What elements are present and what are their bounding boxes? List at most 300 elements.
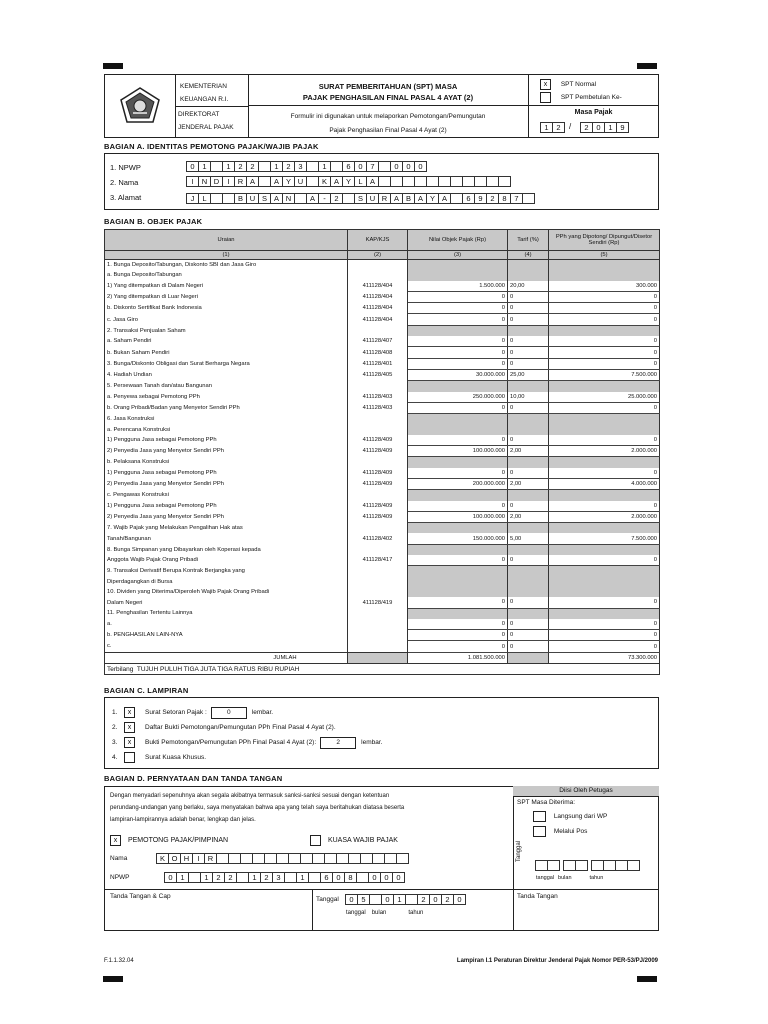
char-cell[interactable]: 1 <box>200 872 213 883</box>
cell-pph <box>549 325 660 336</box>
cell-pph[interactable]: 7.500.000 <box>549 369 660 380</box>
cell-pph[interactable]: 4.000.000 <box>549 478 660 489</box>
cell-nilai[interactable]: 150.000.000 <box>408 533 508 544</box>
char-cell[interactable]: N <box>198 176 211 187</box>
char-cell[interactable]: 0 <box>164 872 177 883</box>
spt-pembetulan-checkbox[interactable] <box>540 92 551 103</box>
cell-tarif[interactable]: 2,00 <box>508 511 549 522</box>
char-cell[interactable]: O <box>168 853 181 864</box>
table-row <box>105 414 660 425</box>
cell-pph[interactable]: 0 <box>549 291 660 302</box>
alamat-label: 3. Alamat <box>110 193 142 202</box>
cell-tarif[interactable]: 0 <box>508 291 549 302</box>
cell-nilai[interactable]: 0 <box>408 641 508 652</box>
char-cell[interactable]: 5 <box>357 894 370 905</box>
cell-nilai[interactable]: 0 <box>408 619 508 630</box>
registration-mark-top-right <box>637 63 657 69</box>
char-cell[interactable]: 2 <box>330 193 343 204</box>
cell-pph[interactable]: 25.000.000 <box>549 392 660 403</box>
char-cell[interactable]: 1 <box>176 872 189 883</box>
char-cell[interactable]: S <box>354 193 367 204</box>
cell-pph[interactable]: 0 <box>549 630 660 641</box>
form-code: F.1.1.32.04 <box>104 958 134 964</box>
char-cell[interactable]: A <box>306 193 319 204</box>
char-cell[interactable]: 1 <box>296 872 309 883</box>
cell-kap: 411128/409 <box>348 501 408 512</box>
statement-text: Dengan menyadari sepenuhnya akan segala akibatnya termasuk sanksi-sanksi sesuai dengan ketentuan perundang-undangan yang berlaku, saya menyatakan bahwa apa yang telah saya beritahukan diatasa beserta lampiran-lampirannya adalah benar, lengkap dan jelas. <box>110 793 405 823</box>
lampiran-checkbox[interactable]: x <box>124 707 135 718</box>
cell-nilai <box>408 424 508 434</box>
cell-kap: 411128/408 <box>348 347 408 358</box>
masa-pajak-year[interactable]: 2 0 1 9 <box>580 122 628 133</box>
cell-tarif[interactable]: 20,00 <box>508 281 549 292</box>
cell-pph[interactable]: 0 <box>549 501 660 512</box>
header-tarif: Tarif (%) <box>508 230 549 251</box>
table-row <box>105 587 660 597</box>
char-cell[interactable]: U <box>366 193 379 204</box>
cell-tarif[interactable]: 0 <box>508 303 549 314</box>
char-cell[interactable]: U <box>246 193 259 204</box>
cell-kap: 411128/419 <box>348 597 408 608</box>
char-cell[interactable]: 7 <box>366 161 379 172</box>
cell-uraian: c. <box>105 641 348 652</box>
ministry-name: KEMENTERIAN KEUANGAN R.I. <box>180 83 229 103</box>
char-cell[interactable]: 2 <box>260 872 273 883</box>
cell-nilai <box>408 260 508 271</box>
char-cell[interactable]: Y <box>282 176 295 187</box>
cell-tarif[interactable] <box>508 523 549 534</box>
char-cell[interactable]: 0 <box>380 872 393 883</box>
char-cell[interactable]: R <box>234 176 247 187</box>
cell-tarif[interactable]: 0 <box>508 630 549 641</box>
table-row <box>105 457 660 468</box>
cell-uraian: 8. Bunga Simpanan yang Dibayarkan oleh Koperasi kepada <box>105 544 348 555</box>
cell-kap <box>348 587 408 597</box>
lampiran-no: 4. <box>112 754 118 761</box>
char-cell[interactable]: K <box>156 853 169 864</box>
char-cell[interactable]: 0 <box>186 161 199 172</box>
cell-nilai[interactable]: 0 <box>408 630 508 641</box>
cell-uraian: 1) Pengguna Jasa sebagai Pemotong PPh <box>105 435 348 446</box>
cell-pph[interactable]: 0 <box>549 303 660 314</box>
cell-pph <box>549 566 660 577</box>
char-cell[interactable]: A <box>390 193 403 204</box>
char-cell[interactable]: Y <box>342 176 355 187</box>
jumlah-nilai: 1.081.500.000 <box>408 652 508 663</box>
col-num: (4) <box>508 251 549 260</box>
table-row <box>105 347 660 358</box>
header-pph: PPh yang Dipotong/ Dipungut/Disetor Sendiri (Rp) <box>549 230 660 251</box>
cell-tarif[interactable]: 0 <box>508 501 549 512</box>
char-cell[interactable]: 0 <box>381 894 394 905</box>
table-row <box>105 468 660 479</box>
char-cell[interactable] <box>498 176 511 187</box>
lampiran-count[interactable]: 0 <box>211 707 247 719</box>
cell-nilai[interactable] <box>408 587 508 597</box>
cell-nilai <box>408 566 508 577</box>
cell-kap: 411128/404 <box>348 291 408 302</box>
cell-tarif[interactable]: 0 <box>508 358 549 369</box>
d-npwp-field[interactable] <box>164 872 404 883</box>
cell-uraian: 2) Penyedia Jasa yang Menyetor Sendiri PPh <box>105 511 348 522</box>
spt-normal-checkbox[interactable]: x <box>540 79 551 90</box>
cell-pph <box>549 490 660 501</box>
cell-uraian: Dalam Negeri <box>105 597 348 608</box>
masa-pajak-month[interactable]: 1 2 <box>540 122 564 133</box>
cell-kap <box>348 270 408 280</box>
char-cell[interactable]: K <box>318 176 331 187</box>
char-cell[interactable]: 0 <box>429 894 442 905</box>
cell-nilai[interactable]: 0 <box>408 303 508 314</box>
cell-pph[interactable]: 0 <box>549 358 660 369</box>
cell-uraian: 1. Bunga Deposito/Tabungan, Diskonto SBI dan Jasa Giro <box>105 260 348 271</box>
section-d-title: BAGIAN D. PERNYATAAN DAN TANDA TANGAN <box>104 774 283 783</box>
col-num: (2) <box>348 251 408 260</box>
cell-tarif[interactable]: 0 <box>508 435 549 446</box>
directorate-name: DIREKTORAT JENDERAL PAJAK <box>178 111 234 131</box>
char-cell[interactable]: 3 <box>294 161 307 172</box>
pemotong-option[interactable]: x PEMOTONG PAJAK/PIMPINAN <box>110 835 228 846</box>
objek-pajak-table <box>104 229 660 675</box>
cell-uraian: b. Orang Pribadi/Badan yang Menyetor Sendiri PPh <box>105 402 348 413</box>
nama-label: 2. Nama <box>110 178 139 187</box>
cell-tarif <box>508 424 549 434</box>
char-cell[interactable]: 9 <box>474 193 487 204</box>
cell-pph <box>549 577 660 587</box>
cell-pph[interactable]: 0 <box>549 314 660 325</box>
cell-kap <box>348 325 408 336</box>
char-cell[interactable]: 6 <box>462 193 475 204</box>
cell-tarif[interactable]: 0 <box>508 641 549 652</box>
cell-nilai[interactable]: 0 <box>408 347 508 358</box>
char-cell[interactable] <box>522 193 535 204</box>
petugas-title: Diisi Oleh Petugas <box>513 786 659 797</box>
char-cell[interactable]: 0 <box>392 872 405 883</box>
d-nama-field[interactable] <box>156 853 408 864</box>
cell-tarif <box>508 608 549 619</box>
char-cell[interactable]: 1 <box>198 161 211 172</box>
cell-tarif <box>508 490 549 501</box>
cell-nilai[interactable]: 0 <box>408 314 508 325</box>
char-cell[interactable]: J <box>186 193 199 204</box>
lampiran-item <box>112 750 382 765</box>
cell-uraian: a. Perencana Konstruksi <box>105 424 348 434</box>
cell-uraian: b. PENGHASILAN LAIN-NYA <box>105 630 348 641</box>
pos-option[interactable]: Melalui Pos <box>533 826 587 837</box>
char-cell[interactable]: A <box>330 176 343 187</box>
cell-uraian: Tanah/Bangunan <box>105 533 348 544</box>
cell-uraian: 6. Jasa Konstruksi <box>105 414 348 425</box>
char-cell[interactable]: Y <box>426 193 439 204</box>
cell-nilai[interactable]: 0 <box>408 435 508 446</box>
char-cell[interactable]: 1 <box>248 872 261 883</box>
cell-tarif[interactable]: 0 <box>508 314 549 325</box>
cell-pph <box>549 424 660 434</box>
cell-kap <box>348 457 408 468</box>
char-cell[interactable]: U <box>294 176 307 187</box>
cell-nilai[interactable]: 0 <box>408 501 508 512</box>
char-cell[interactable]: 2 <box>246 161 259 172</box>
cell-tarif[interactable]: 25,00 <box>508 369 549 380</box>
cell-uraian: 1) Pengguna Jasa sebagai Pemotong PPh <box>105 468 348 479</box>
cell-nilai[interactable]: 0 <box>408 597 508 608</box>
char-cell[interactable]: 2 <box>234 161 247 172</box>
cell-nilai[interactable]: 200.000.000 <box>408 478 508 489</box>
char-cell[interactable]: 2 <box>441 894 454 905</box>
alamat-field[interactable] <box>186 193 534 204</box>
cell-kap <box>348 490 408 501</box>
cell-kap <box>348 630 408 641</box>
char-cell[interactable]: 0 <box>345 894 358 905</box>
char-cell[interactable]: L <box>354 176 367 187</box>
kuasa-option[interactable]: KUASA WAJIB PAJAK <box>310 835 398 846</box>
masa-pajak-label: Masa Pajak <box>574 109 613 116</box>
cell-uraian: 10. Dividen yang Diterima/Diperoleh Wajib Pajak Orang Pribadi <box>105 587 348 597</box>
ttd-cap-label: Tanda Tangan & Cap <box>110 893 171 900</box>
cell-pph[interactable]: 2.000.000 <box>549 446 660 457</box>
cell-nilai[interactable] <box>408 544 508 555</box>
char-cell[interactable]: 2 <box>282 161 295 172</box>
cell-tarif <box>508 457 549 468</box>
tanggal-vertical-label: Tanggal <box>516 840 522 862</box>
form-title: SURAT PEMBERITAHUAN (SPT) MASA PAJAK PENGHASILAN FINAL PASAL 4 AYAT (2) <box>302 82 474 102</box>
cell-pph[interactable]: 0 <box>549 619 660 630</box>
cell-tarif[interactable] <box>508 587 549 597</box>
cell-nilai[interactable]: 250.000.000 <box>408 392 508 403</box>
char-cell[interactable]: D <box>210 176 223 187</box>
lampiran-checkbox[interactable] <box>124 752 135 763</box>
char-cell[interactable]: I <box>192 853 205 864</box>
table-row <box>105 533 660 544</box>
cell-tarif[interactable]: 5,00 <box>508 533 549 544</box>
cell-tarif[interactable]: 10,00 <box>508 392 549 403</box>
char-cell[interactable]: 0 <box>368 872 381 883</box>
pos-checkbox[interactable] <box>533 826 546 837</box>
d-nama-label: Nama <box>110 855 128 862</box>
lampiran-no: 3. <box>112 739 118 746</box>
cell-kap <box>348 608 408 619</box>
cell-nilai[interactable]: 100.000.000 <box>408 511 508 522</box>
cell-uraian: b. Diskonto Sertifikat Bank Indonesia <box>105 303 348 314</box>
lampiran-item <box>112 705 382 720</box>
char-cell[interactable]: I <box>186 176 199 187</box>
cell-pph[interactable]: 0 <box>549 336 660 347</box>
cell-pph <box>549 414 660 425</box>
char-cell[interactable]: 2 <box>212 872 225 883</box>
cell-nilai[interactable]: 0 <box>408 336 508 347</box>
spt-normal-option[interactable]: x SPT Normal <box>540 79 596 90</box>
char-cell[interactable]: 0 <box>402 161 415 172</box>
terbilang-value: TUJUH PULUH TIGA JUTA TIGA RATUS RIBU RUPIAH <box>136 665 300 673</box>
lampiran-text: Surat Kuasa Khusus. <box>145 754 207 761</box>
char-cell[interactable]: 1 <box>318 161 331 172</box>
char-cell[interactable]: 0 <box>332 872 345 883</box>
char-cell[interactable]: 2 <box>417 894 430 905</box>
char-cell[interactable]: 0 <box>453 894 466 905</box>
cell-nilai <box>408 270 508 280</box>
cell-kap: 411128/409 <box>348 511 408 522</box>
cell-nilai[interactable]: 0 <box>408 291 508 302</box>
lampiran-text: Bukti Pemotongan/Pemungutan PPh Final Pasal 4 Ayat (2): <box>145 739 317 746</box>
lampiran-post: lembar. <box>361 739 383 746</box>
char-cell[interactable]: 1 <box>222 161 235 172</box>
cell-uraian: 2) Yang ditempatkan di Luar Negeri <box>105 291 348 302</box>
jumlah-row <box>105 652 660 663</box>
cell-pph[interactable]: 300.000 <box>549 281 660 292</box>
registration-mark-bottom-right <box>637 976 657 982</box>
ministry-emblem-icon <box>117 86 163 126</box>
cell-pph[interactable]: 0 <box>549 641 660 652</box>
cell-tarif <box>508 577 549 587</box>
table-row <box>105 630 660 641</box>
cell-uraian: 2) Penyedia Jasa yang Menyetor Sendiri PPh <box>105 446 348 457</box>
cell-tarif <box>508 270 549 280</box>
table-row <box>105 281 660 292</box>
cell-pph[interactable] <box>549 544 660 555</box>
lampiran-count[interactable]: 2 <box>320 737 356 749</box>
char-cell[interactable]: B <box>234 193 247 204</box>
char-cell[interactable]: B <box>402 193 415 204</box>
char-cell[interactable] <box>396 853 409 864</box>
char-cell[interactable]: A <box>438 193 451 204</box>
cell-pph[interactable]: 0 <box>549 555 660 566</box>
cell-tarif[interactable]: 0 <box>508 619 549 630</box>
table-row <box>105 619 660 630</box>
cell-kap: 411128/409 <box>348 446 408 457</box>
char-cell[interactable]: 2 <box>486 193 499 204</box>
table-row <box>105 490 660 501</box>
terbilang-row <box>105 663 660 674</box>
cell-pph[interactable]: 0 <box>549 468 660 479</box>
char-cell[interactable]: A <box>246 176 259 187</box>
char-cell[interactable]: 8 <box>344 872 357 883</box>
cell-tarif[interactable]: 0 <box>508 336 549 347</box>
char-cell[interactable]: L <box>198 193 211 204</box>
cell-tarif <box>508 260 549 271</box>
table-row <box>105 314 660 325</box>
cell-tarif[interactable]: 0 <box>508 555 549 566</box>
table-row <box>105 424 660 434</box>
cell-pph[interactable]: 0 <box>549 402 660 413</box>
lampiran-text: Surat Setoran Pajak : <box>145 709 207 716</box>
cell-pph[interactable] <box>549 587 660 597</box>
cell-uraian: a. Penyewa sebagai Pemotong PPh <box>105 392 348 403</box>
lampiran-reference: Lampiran I.1 Peraturan Direktur Jenderal Pajak Nomor PER-53/PJ/2009 <box>456 958 658 964</box>
cell-tarif[interactable]: 0 <box>508 347 549 358</box>
langsung-checkbox[interactable] <box>533 811 546 822</box>
kuasa-checkbox[interactable] <box>310 835 321 846</box>
char-cell[interactable]: 1 <box>270 161 283 172</box>
pemotong-checkbox[interactable]: x <box>110 835 121 846</box>
char-cell[interactable]: R <box>204 853 217 864</box>
cell-nilai[interactable]: 1.500.000 <box>408 281 508 292</box>
cell-uraian: 3. Bunga/Diskonto Obligasi dan Surat Berharga Negara <box>105 358 348 369</box>
char-cell[interactable]: I <box>222 176 235 187</box>
char-cell[interactable]: A <box>366 176 379 187</box>
char-cell[interactable]: 0 <box>354 161 367 172</box>
table-row <box>105 336 660 347</box>
npwp-field[interactable] <box>186 161 426 172</box>
char-cell[interactable]: 0 <box>414 161 427 172</box>
cell-pph[interactable]: 0 <box>549 435 660 446</box>
char-cell[interactable]: 7 <box>510 193 523 204</box>
cell-uraian: Diperdagangkan di Bursa <box>105 577 348 587</box>
cell-pph <box>549 608 660 619</box>
petugas-tanggal-field[interactable] <box>535 860 639 871</box>
char-cell[interactable]: 0 <box>390 161 403 172</box>
char-cell[interactable]: 6 <box>342 161 355 172</box>
char-cell[interactable]: 3 <box>272 872 285 883</box>
char-cell[interactable]: A <box>270 193 283 204</box>
cell-nilai[interactable]: 0 <box>408 468 508 479</box>
cell-uraian: 5. Persewaan Tanah dan/atau Bangunan <box>105 381 348 392</box>
lampiran-checkbox[interactable]: x <box>124 737 135 748</box>
char-cell[interactable]: H <box>180 853 193 864</box>
nama-field[interactable] <box>186 176 510 187</box>
cell-nilai[interactable]: 0 <box>408 555 508 566</box>
char-cell[interactable]: R <box>378 193 391 204</box>
tanggal-field[interactable] <box>345 894 465 905</box>
cell-kap: 411128/403 <box>348 392 408 403</box>
table-row <box>105 523 660 534</box>
cell-uraian: a. Saham Pendiri <box>105 336 348 347</box>
cell-tarif[interactable] <box>508 544 549 555</box>
cell-pph[interactable]: 0 <box>549 597 660 608</box>
cell-uraian: 9. Transaksi Derivatif Berupa Kontrak Berjangka yang <box>105 566 348 577</box>
cell-uraian: 2. Transaksi Penjualan Saham <box>105 325 348 336</box>
langsung-option[interactable]: Langsung dari WP <box>533 811 607 822</box>
spt-pembetulan-option[interactable]: SPT Pembetulan Ke- <box>540 92 622 103</box>
cell-tarif[interactable]: 0 <box>508 597 549 608</box>
table-row <box>105 402 660 413</box>
char-cell[interactable]: 1 <box>393 894 406 905</box>
cell-pph[interactable] <box>549 523 660 534</box>
lampiran-checkbox[interactable]: x <box>124 722 135 733</box>
cell-nilai[interactable] <box>408 523 508 534</box>
table-row <box>105 291 660 302</box>
table-row <box>105 260 660 271</box>
section-c-title: BAGIAN C. LAMPIRAN <box>104 686 189 695</box>
table-row <box>105 511 660 522</box>
cell-pph[interactable]: 7.500.000 <box>549 533 660 544</box>
char-cell[interactable]: A <box>270 176 283 187</box>
cell-tarif[interactable]: 0 <box>508 402 549 413</box>
cell-nilai[interactable]: 100.000.000 <box>408 446 508 457</box>
cell-kap: 411128/409 <box>348 468 408 479</box>
char-cell[interactable]: N <box>282 193 295 204</box>
table-row <box>105 358 660 369</box>
cell-nilai[interactable]: 30.000.000 <box>408 369 508 380</box>
table-row <box>105 392 660 403</box>
cell-nilai[interactable]: 0 <box>408 358 508 369</box>
cell-pph[interactable]: 0 <box>549 347 660 358</box>
char-cell[interactable]: 6 <box>320 872 333 883</box>
cell-tarif[interactable]: 2,00 <box>508 478 549 489</box>
cell-kap <box>348 260 408 271</box>
char-cell[interactable]: - <box>318 193 331 204</box>
char-cell[interactable]: 2 <box>224 872 237 883</box>
cell-tarif[interactable]: 0 <box>508 468 549 479</box>
cell-nilai <box>408 490 508 501</box>
cell-pph[interactable]: 2.000.000 <box>549 511 660 522</box>
cell-uraian: 4. Hadiah Undian <box>105 369 348 380</box>
cell-tarif[interactable]: 2,00 <box>508 446 549 457</box>
char-cell[interactable]: 8 <box>498 193 511 204</box>
char-cell[interactable]: A <box>414 193 427 204</box>
section-a-title: BAGIAN A. IDENTITAS PEMOTONG PAJAK/WAJIB PAJAK <box>104 142 319 151</box>
char-cell[interactable]: S <box>258 193 271 204</box>
cell-nilai[interactable]: 0 <box>408 402 508 413</box>
